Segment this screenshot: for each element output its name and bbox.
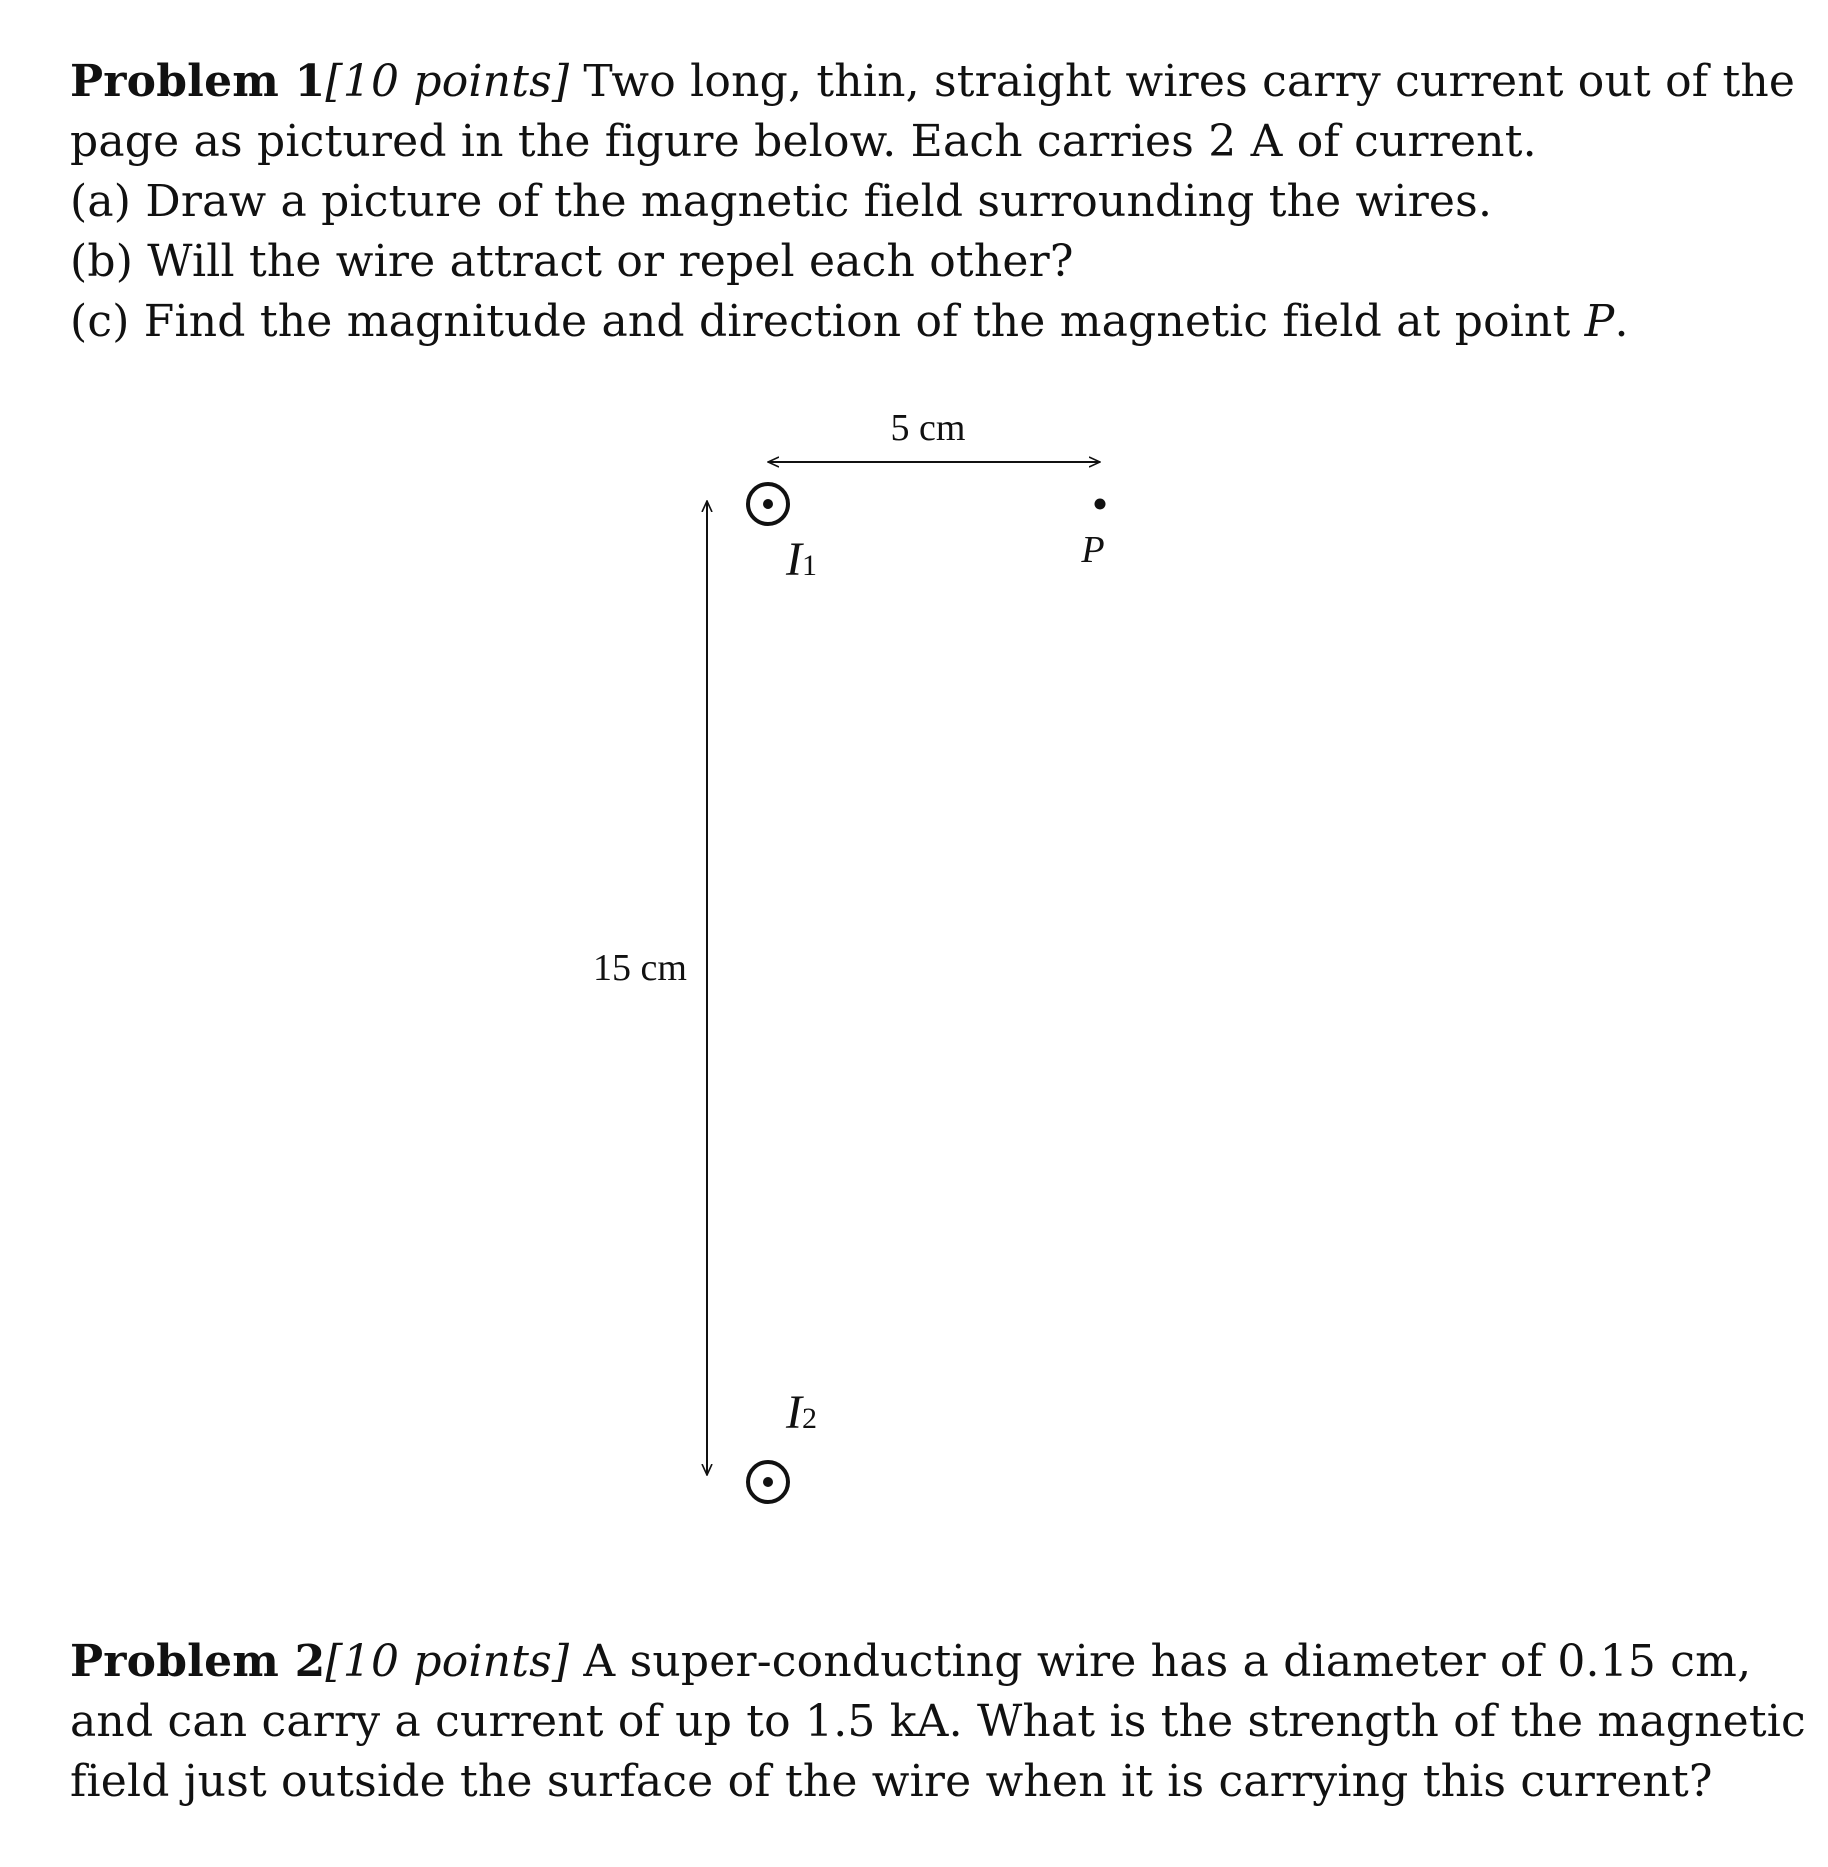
vertical-distance-label: 15 cm bbox=[593, 947, 687, 989]
part-b-text: Will the wire attract or repel each other? bbox=[147, 236, 1074, 287]
problem-1-line-2: page as pictured in the figure below. Each carries 2 A of current. bbox=[70, 116, 1537, 167]
wire-1-label bbox=[785, 533, 817, 586]
problem-2-statement bbox=[70, 1632, 1806, 1812]
wire-2-symbol: I bbox=[786, 1386, 802, 1439]
part-c-end: . bbox=[1614, 296, 1629, 347]
point-p-label: P bbox=[1081, 529, 1105, 571]
problem-2-line-1-text: A super-conducting wire has a diameter of 0.15 cm, bbox=[583, 1636, 1752, 1687]
horizontal-distance-label: 5 cm bbox=[890, 407, 966, 449]
part-c-label: (c) bbox=[70, 296, 130, 347]
problem-2-line-2: and can carry a current of up to 1.5 kA. What is the strength of the magnetic bbox=[70, 1696, 1806, 1747]
part-b-label: (b) bbox=[70, 236, 134, 287]
problem-2-line-1 bbox=[70, 1632, 1752, 1692]
wire-2-label bbox=[785, 1386, 817, 1439]
part-c-text: Find the magnitude and direction of the magnetic field at point bbox=[143, 296, 1571, 347]
problem-2-line-3: field just outside the surface of the wire when it is carrying this current? bbox=[70, 1756, 1713, 1807]
problem-1-points: [10 points] bbox=[325, 56, 570, 107]
part-a-text: Draw a picture of the magnetic field surrounding the wires. bbox=[145, 176, 1493, 227]
problem-2-points: [10 points] bbox=[325, 1636, 570, 1687]
problem-1-label: Problem 1 bbox=[70, 56, 326, 107]
part-a-label: (a) bbox=[70, 176, 132, 227]
point-p-marker bbox=[1095, 499, 1106, 510]
problem-1-line-1-text: Two long, thin, straight wires carry current out of the bbox=[583, 56, 1796, 107]
wire-1-out-of-page-icon bbox=[748, 484, 788, 524]
problem-2-label: Problem 2 bbox=[70, 1636, 326, 1687]
wire-2-out-of-page-icon bbox=[748, 1462, 788, 1502]
part-c-point: P bbox=[1584, 296, 1615, 347]
wire-1-symbol: I bbox=[786, 533, 802, 586]
wire-2-subscript: 2 bbox=[801, 1402, 817, 1435]
wire-1-subscript: 1 bbox=[801, 549, 817, 582]
